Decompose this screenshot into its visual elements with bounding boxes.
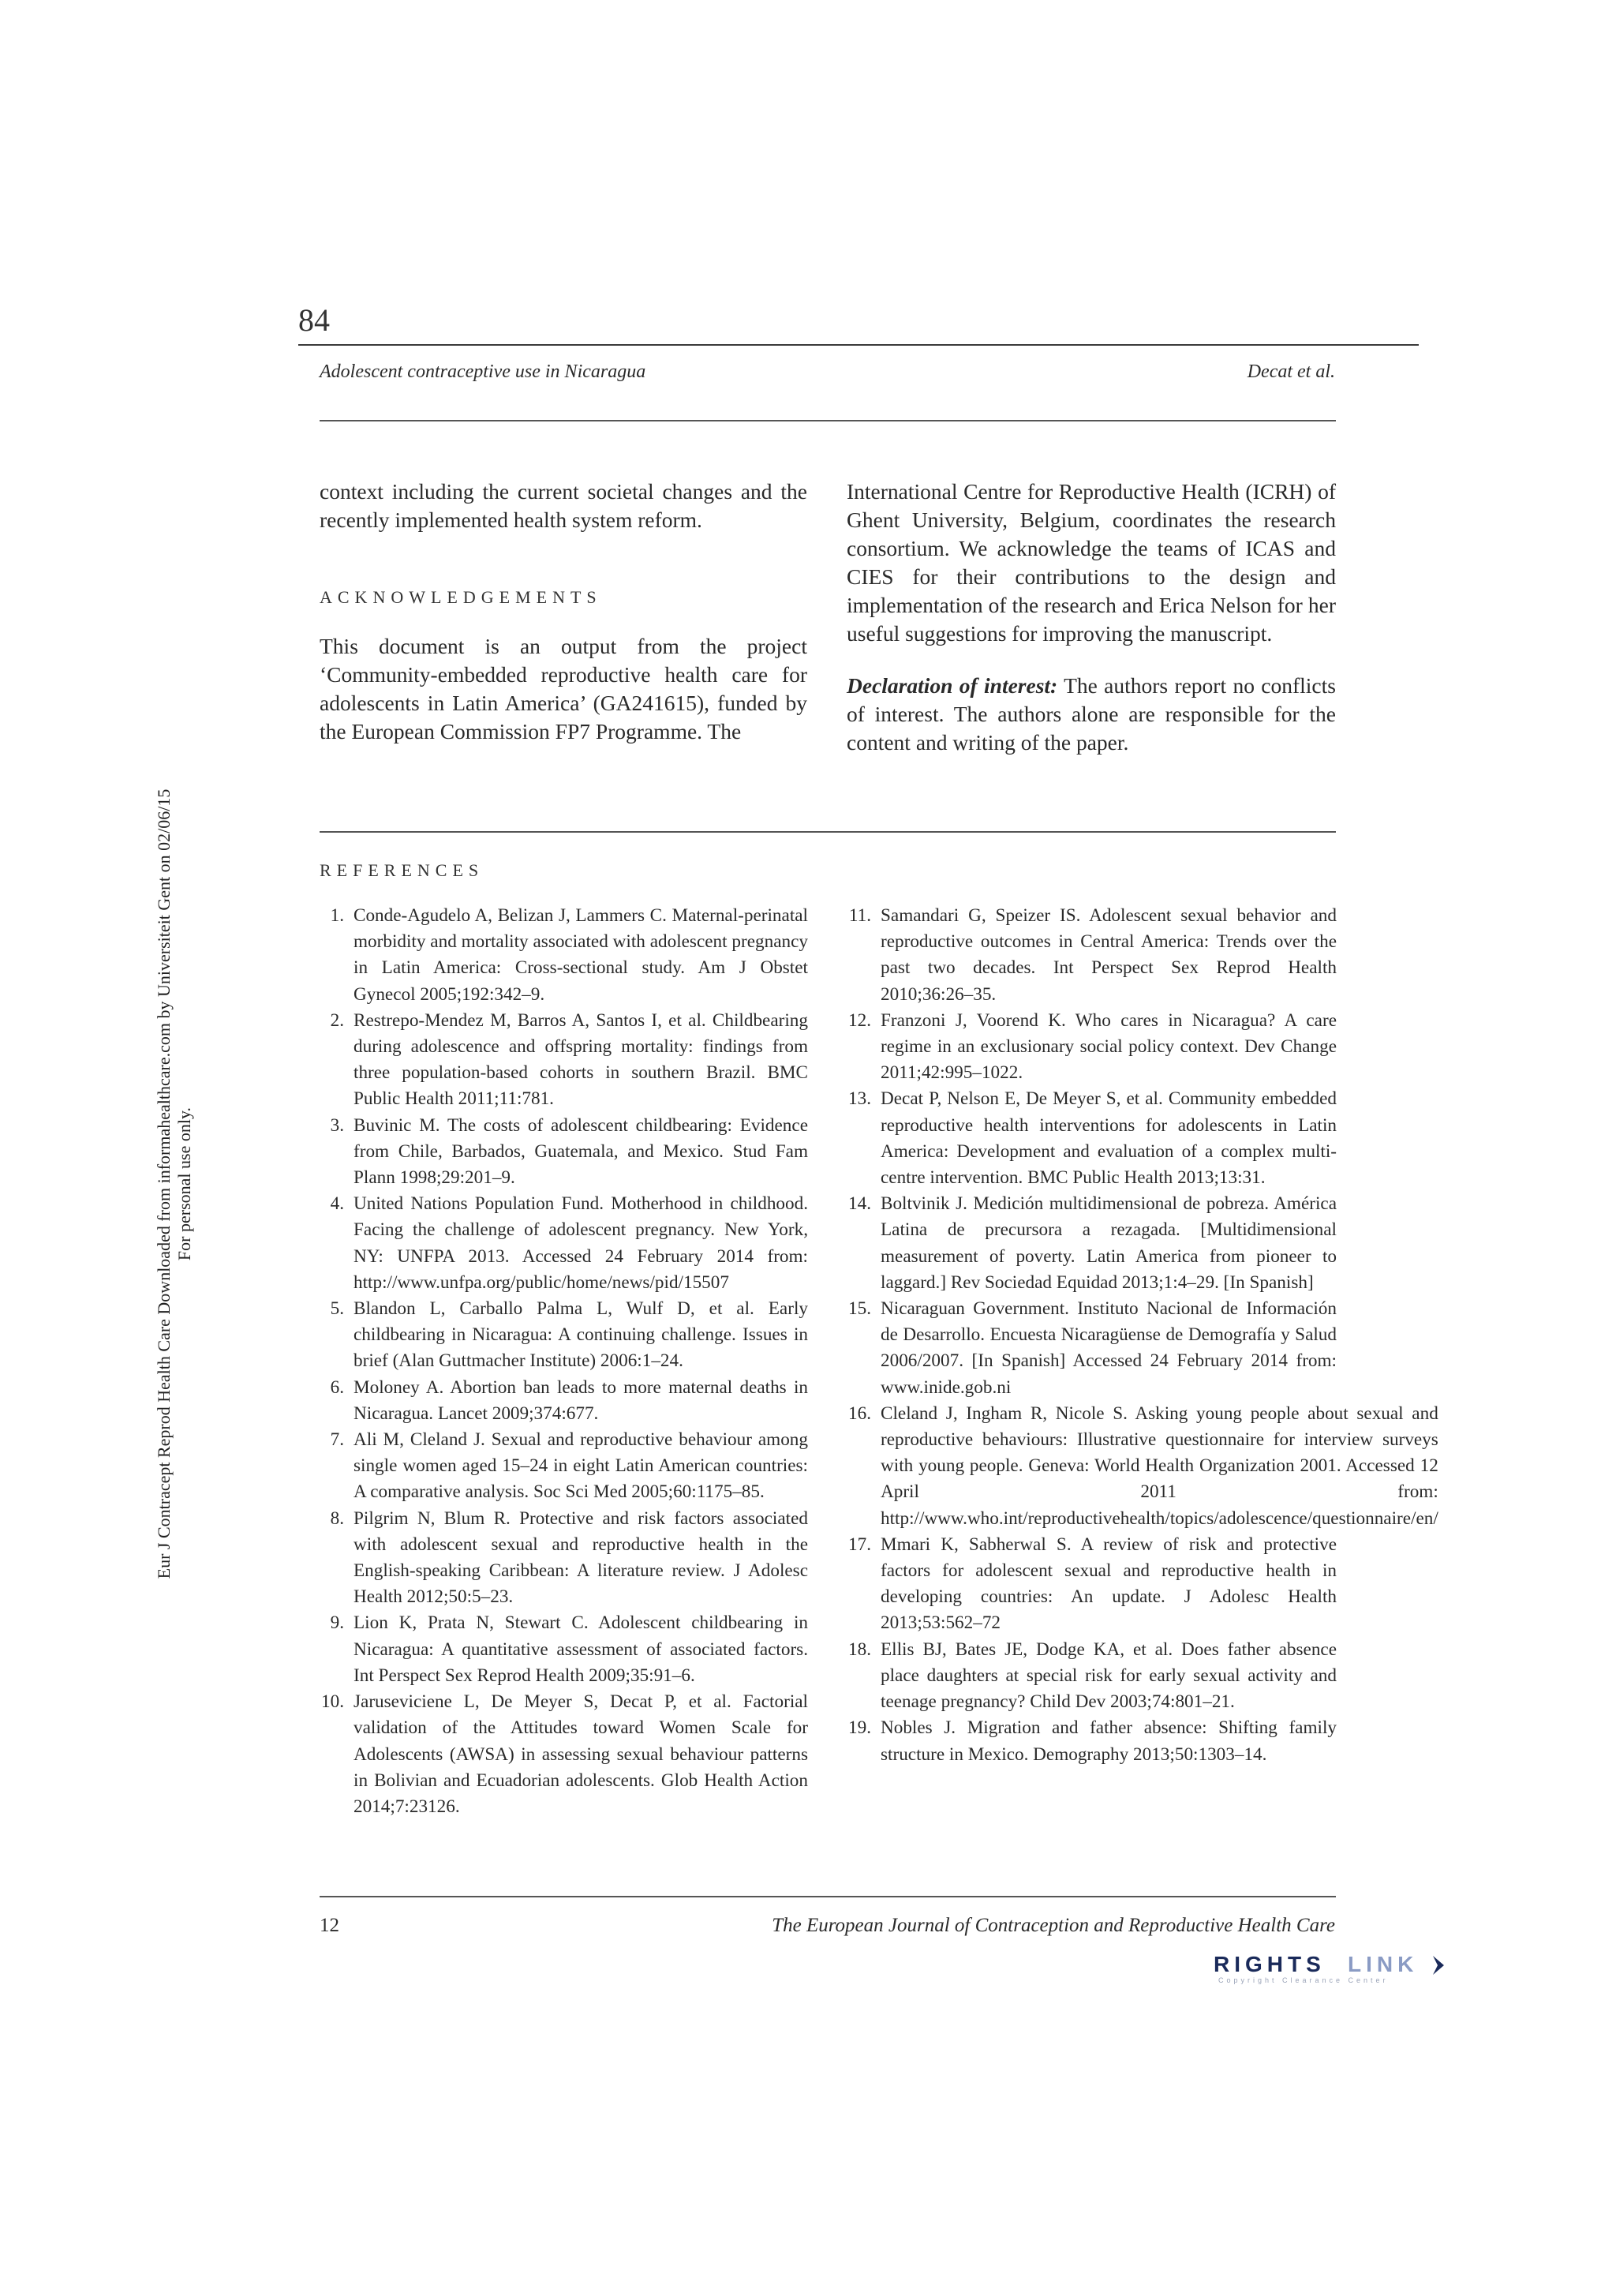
reference-item (309, 903, 808, 1008)
rightslink-logo-text-dark: RIGHTS (1214, 1952, 1326, 1976)
acknowledgements-text: This document is an output from the project ‘Community-embedded reproductive health care for adolescents in Latin America’ (GA241615), funded by the European Commission FP7 Programme. The (320, 634, 807, 743)
reference-text: Conde-Agudelo A, Belizan J, Lammers C. Maternal-perinatal morbidity and mortality associated with adolescent pregnancy in Latin America: Cross-sectional study. Am J Obstet Gynecol 2005;192:342–9. (354, 905, 808, 1005)
rightslink-logo-text-light: LINK (1348, 1952, 1419, 1976)
reference-item (309, 1375, 808, 1427)
reference-number: 1. (330, 905, 344, 926)
references-left-column (309, 903, 808, 1820)
reference-number: 5. (330, 1298, 344, 1320)
declaration-label: Declaration of interest: (847, 673, 1058, 698)
reference-number: 15. (848, 1298, 871, 1320)
reference-number: 9. (330, 1612, 344, 1634)
reference-text: Nicaraguan Government. Instituto Nacional de Información de Desarrollo. Encuesta Nicaragüense de Demografía y Salud 2006/2007. [In Spanish] Accessed 24 February 2014 from: www.inide.gob.ni (881, 1298, 1337, 1398)
reference-text: Pilgrim N, Blum R. Protective and risk factors associated with adolescent sexual and reproductive health in the English-speaking Caribbean: A literature review. J Adolesc Health 2012;50:5–23. (354, 1508, 808, 1608)
reference-number: 17. (848, 1534, 871, 1555)
reference-number: 10. (321, 1691, 344, 1713)
reference-text: Cleland J, Ingham R, Nicole S. Asking young people about sexual and reproductive behaviours: Illustrative questionnaire for interview surveys with young people. Geneva: World Health Organization 2001. Accessed 12 April 2011 from: http://www.who.int/reproductivehealth/topics/adolescence/questionnaire/en/ (881, 1403, 1438, 1529)
reference-number: 8. (330, 1508, 344, 1529)
reference-text: Nobles J. Migration and father absence: Shifting family structure in Mexico. Demography 2013;50:1303–14. (881, 1717, 1337, 1765)
rightslink-subtext: Copyright Clearance Center (1218, 1976, 1389, 1984)
reference-number: 6. (330, 1376, 344, 1398)
reference-number: 16. (848, 1403, 871, 1424)
reference-text: Decat P, Nelson E, De Meyer S, et al. Community embedded reproductive health interventions for adolescents in Latin America: Development and evaluation of a complex multi-centre intervention. BMC Public Health 2013;13:31. (881, 1088, 1337, 1189)
references-heading: REFERENCES (320, 860, 484, 880)
references-top-rule (320, 831, 1336, 833)
side-note-line2: For personal use only. (174, 1107, 194, 1261)
reference-number: 2. (330, 1009, 344, 1031)
header-rule (298, 344, 1419, 346)
running-title: Adolescent contraceptive use in Nicaragua (320, 361, 646, 382)
reference-item (309, 1008, 808, 1113)
reference-number: 4. (330, 1193, 344, 1215)
footer-journal: The European Journal of Contraception and Reproductive Health Care (772, 1915, 1335, 1936)
reference-text: Jaruseviciene L, De Meyer S, Decat P, et al. Factorial validation of the Attitudes toward Women Scale for Adolescents (AWSA) in assessing sexual behaviour patterns in Bolivian and Ecuadorian adolescents. Glob Health Action 2014;7:23126. (354, 1691, 808, 1817)
download-side-note (154, 552, 201, 1815)
reference-item (309, 1191, 808, 1296)
reference-item (309, 1506, 808, 1611)
reference-text: Mmari K, Sabherwal S. A review of risk and protective factors for adolescent sexual and reproductive health in developing countries: An update. J Adolesc Health 2013;53:562–72 (881, 1534, 1337, 1634)
side-note-line1: Eur J Contracept Reprod Health Care Downloaded from informahealthcare.com by Universiteit Gent on 02/06/15 (154, 788, 174, 1579)
footer-page-number: 12 (320, 1915, 339, 1936)
reference-text: Blandon L, Carballo Palma L, Wulf D, et al. Early childbearing in Nicaragua: A continuing challenge. Issues in brief (Alan Guttmacher Institute) 2006:1–24. (354, 1298, 808, 1372)
acknowledgements-heading: ACKNOWLEDGEMENTS (320, 587, 602, 607)
reference-text: Restrepo-Mendez M, Barros A, Santos I, et al. Childbearing during adolescence and offspring mortality: findings from three population-based cohorts in southern Brazil. BMC Public Health 2011;11:781. (354, 1009, 808, 1110)
reference-number: 12. (848, 1009, 871, 1031)
running-authors: Decat et al. (1247, 361, 1335, 382)
reference-number: 13. (848, 1088, 871, 1110)
rightslink-logo[interactable] (1214, 1951, 1458, 1984)
reference-item (309, 1610, 808, 1689)
body-left-paragraph: context including the current societal changes and the recently implemented health system reform. (320, 479, 807, 532)
reference-text: Moloney A. Abortion ban leads to more maternal deaths in Nicaragua. Lancet 2009;374:677. (354, 1376, 808, 1424)
reference-item (309, 1689, 808, 1820)
reference-number: 11. (848, 905, 871, 926)
reference-text: Ali M, Cleland J. Sexual and reproductive behaviour among single women aged 15–24 in eight Latin American countries: A comparative analysis. Soc Sci Med 2005;60:1175–85. (354, 1429, 808, 1503)
reference-text: Samandari G, Speizer IS. Adolescent sexual behavior and reproductive outcomes in Central America: Trends over the past two decades. Int Perspect Sex Reprod Health 2010;36:26–35. (881, 905, 1337, 1005)
reference-text: Boltvinik J. Medición multidimensional de pobreza. América Latina de precursora a rezagada. [Multidimensional measurement of poverty. Latin America from pioneer to laggard.] Rev Sociedad Equidad 2013;1:4–29. [In Spanish] (881, 1193, 1337, 1293)
reference-number: 3. (330, 1114, 344, 1136)
reference-number: 18. (848, 1639, 871, 1660)
reference-text: Ellis BJ, Bates JE, Dodge KA, et al. Does father absence place daughters at special risk for early sexual activity and teenage pregnancy? Child Dev 2003;74:801–21. (881, 1639, 1337, 1713)
rightslink-logo-graphic (1214, 1951, 1458, 1984)
top-page-number: 84 (298, 302, 330, 338)
reference-number: 7. (330, 1429, 344, 1451)
reference-text: Buvinic M. The costs of adolescent childbearing: Evidence from Chile, Barbados, Guatemala, and Mexico. Stud Fam Plann 1998;29:201–9. (354, 1114, 808, 1189)
reference-text: Franzoni J, Voorend K. Who cares in Nicaragua? A care regime in an exclusionary social policy context. Dev Change 2011;42:995–1022. (881, 1009, 1337, 1084)
footer-rule (320, 1896, 1336, 1897)
reference-text: United Nations Population Fund. Motherhood in childhood. Facing the challenge of adolescent pregnancy. New York, NY: UNFPA 2013. Accessed 24 February 2014 from: http://www.unfpa.org/public/home/news/pid/15507 (354, 1193, 808, 1293)
declaration-text: The authors report no conflicts of interest. The authors alone are responsible for the content and writing of the paper. (847, 673, 1336, 755)
reference-item (836, 903, 1337, 1008)
reference-item (836, 1715, 1337, 1767)
reference-number: 14. (848, 1193, 871, 1215)
rightslink-arrow-icon (1433, 1956, 1444, 1975)
body-left-column (320, 478, 807, 746)
reference-item (309, 1427, 808, 1506)
declaration-paragraph (847, 672, 1336, 757)
reference-item (836, 1401, 1438, 1532)
body-right-column (847, 478, 1336, 757)
references-right-column (836, 903, 1438, 1768)
header-bottom-rule (320, 420, 1336, 421)
reference-item (836, 1296, 1337, 1401)
body-right-paragraph: International Centre for Reproductive Health (ICRH) of Ghent University, Belgium, coordinates the research consortium. We acknowledge the teams of ICAS and CIES for their contributions to the design and implementation of the research and Erica Nelson for her useful suggestions for improving the manuscript. (847, 479, 1336, 646)
reference-item (836, 1191, 1337, 1296)
reference-number: 19. (848, 1717, 871, 1739)
reference-text: Lion K, Prata N, Stewart C. Adolescent childbearing in Nicaragua: A quantitative assessment of associated factors. Int Perspect Sex Reprod Health 2009;35:91–6. (354, 1612, 808, 1686)
reference-item (836, 1637, 1337, 1716)
reference-item (836, 1532, 1337, 1637)
reference-item (309, 1113, 808, 1192)
reference-item (836, 1086, 1337, 1191)
reference-item (836, 1008, 1337, 1087)
reference-item (309, 1296, 808, 1375)
